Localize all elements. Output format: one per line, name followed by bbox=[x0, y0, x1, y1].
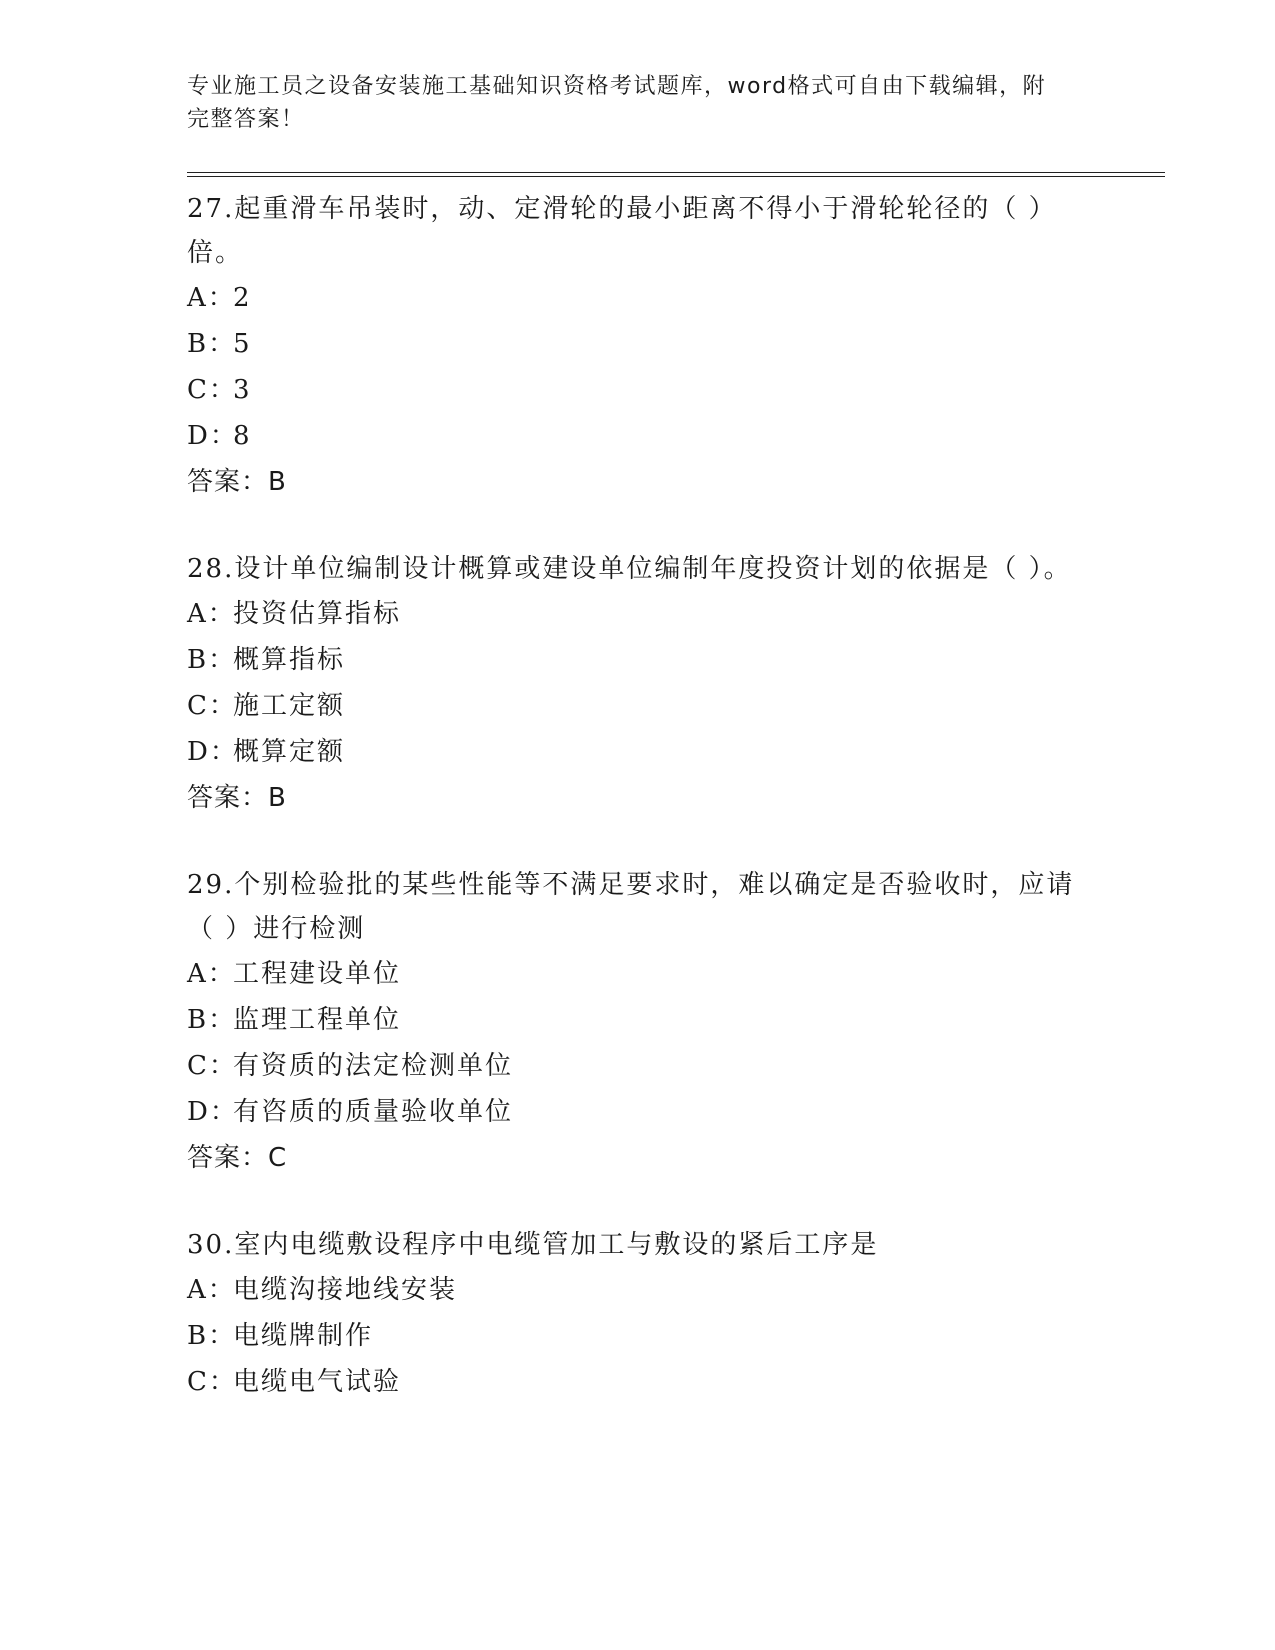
option-text: 施工定额 bbox=[233, 691, 346, 721]
option-text: 有资质的法定检测单位 bbox=[233, 1051, 514, 1081]
question-stem: 29.个别检验批的某些性能等不满足要求时，难以确定是否验收时，应请（ ）进行检测 bbox=[187, 870, 1075, 944]
spacer bbox=[187, 1181, 1167, 1223]
option-b bbox=[187, 997, 1167, 1043]
question-stem: 30.室内电缆敷设程序中电缆管加工与敷设的紧后工序是 bbox=[187, 1230, 879, 1260]
option-key: D： bbox=[187, 737, 238, 767]
question-27 bbox=[187, 187, 1167, 505]
option-a bbox=[187, 275, 1167, 321]
option-text: 2 bbox=[233, 283, 252, 313]
option-c bbox=[187, 1359, 1167, 1405]
option-text: 电缆沟接地线安装 bbox=[233, 1275, 458, 1305]
option-text: 电缆牌制作 bbox=[233, 1321, 374, 1351]
document-page bbox=[187, 70, 1167, 1405]
document-header: 专业施工员之设备安装施工基础知识资格考试题库，word格式可自由下载编辑，附完整答案！ bbox=[187, 74, 1047, 132]
question-28 bbox=[187, 547, 1167, 821]
option-key: C： bbox=[187, 1367, 237, 1397]
answer-line: 答案：B bbox=[187, 467, 287, 497]
option-a bbox=[187, 951, 1167, 997]
option-text: 电缆电气试验 bbox=[233, 1367, 402, 1397]
question-stem: 27.起重滑车吊装时，动、定滑轮的最小距离不得小于滑轮轮径的（ ）倍。 bbox=[187, 194, 1057, 268]
option-key: A： bbox=[187, 599, 236, 629]
answer-line: 答案：C bbox=[187, 1143, 288, 1173]
option-b bbox=[187, 1313, 1167, 1359]
option-key: D： bbox=[187, 421, 238, 451]
option-c bbox=[187, 683, 1167, 729]
option-d bbox=[187, 413, 1167, 459]
option-c bbox=[187, 1043, 1167, 1089]
option-text: 工程建设单位 bbox=[233, 959, 402, 989]
option-text: 5 bbox=[233, 329, 252, 359]
option-key: B： bbox=[187, 329, 237, 359]
option-key: D： bbox=[187, 1097, 238, 1127]
option-d bbox=[187, 729, 1167, 775]
question-29 bbox=[187, 863, 1167, 1181]
option-text: 8 bbox=[233, 421, 252, 451]
option-key: C： bbox=[187, 691, 237, 721]
option-text: 监理工程单位 bbox=[233, 1005, 402, 1035]
option-text: 概算指标 bbox=[233, 645, 346, 675]
question-stem: 28.设计单位编制设计概算或建设单位编制年度投资计划的依据是（ ）。 bbox=[187, 554, 1072, 584]
option-a bbox=[187, 591, 1167, 637]
option-a bbox=[187, 1267, 1167, 1313]
option-b bbox=[187, 637, 1167, 683]
option-text: 有咨质的质量验收单位 bbox=[233, 1097, 514, 1127]
option-b bbox=[187, 321, 1167, 367]
option-key: C： bbox=[187, 1051, 237, 1081]
option-key: A： bbox=[187, 959, 236, 989]
option-key: A： bbox=[187, 1275, 236, 1305]
option-key: B： bbox=[187, 1005, 237, 1035]
option-c bbox=[187, 367, 1167, 413]
option-d bbox=[187, 1089, 1167, 1135]
option-text: 投资估算指标 bbox=[233, 599, 402, 629]
option-text: 概算定额 bbox=[233, 737, 346, 767]
spacer bbox=[187, 821, 1167, 863]
option-key: B： bbox=[187, 1321, 237, 1351]
answer-line: 答案：B bbox=[187, 783, 287, 813]
option-text: 3 bbox=[233, 375, 252, 405]
option-key: C： bbox=[187, 375, 237, 405]
option-key: A： bbox=[187, 283, 236, 313]
question-30 bbox=[187, 1223, 1167, 1405]
option-key: B： bbox=[187, 645, 237, 675]
spacer bbox=[187, 505, 1167, 547]
